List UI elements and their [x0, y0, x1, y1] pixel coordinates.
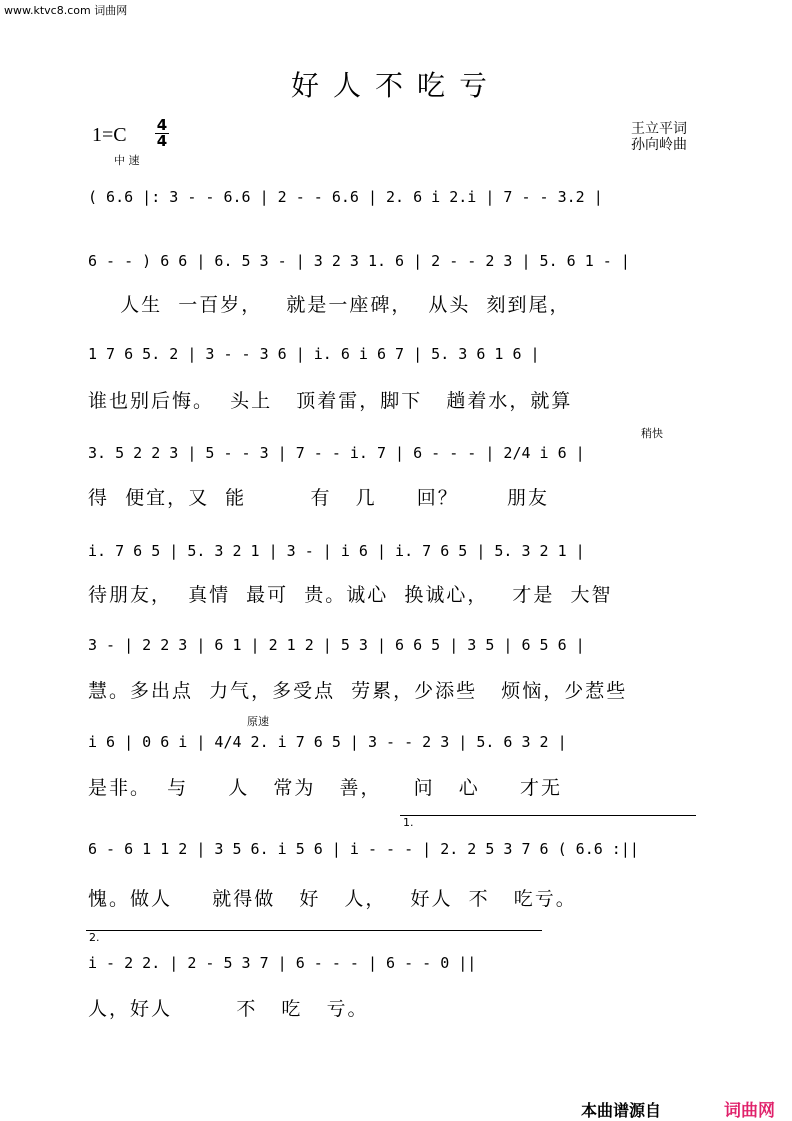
first-ending-bracket — [400, 815, 696, 816]
original-tempo-marking: 原速 — [247, 715, 269, 728]
second-ending-bracket — [86, 930, 542, 931]
time-signature-top: 4 — [156, 116, 168, 134]
notation-line-9: i - 2 2. | 2 - 5 3 7 | 6 - - - | 6 - - 0 || — [88, 954, 477, 972]
notation-line-6: 3 - | 2 2 3 | 6 1 | 2 1 2 | 5 3 | 6 6 5 | 3 5 | 6 5 6 | — [88, 636, 585, 654]
second-ending-label: 2. — [89, 931, 100, 944]
song-title: 好人不吃亏 — [290, 69, 501, 102]
footer-site-link[interactable]: 词曲网 — [724, 1101, 775, 1121]
notation-line-1: ( 6.6 |: 3 - - 6.6 | 2 - - 6.6 | 2. 6 i 2.i | 7 - - 3.2 | — [88, 188, 603, 206]
lyric-line-8: 愧。做人 就得做 好 人， 好人 不 吃亏。 — [88, 888, 577, 910]
lyric-line-2: 人生 一百岁， 就是一座碑， 从头 刻到尾， — [88, 294, 571, 316]
lyric-line-5: 待朋友， 真情 最可 贵。诚心 换诚心， 才是 大智 — [88, 584, 613, 606]
notation-line-7: i 6 | 0 6 i | 4/4 2. i 7 6 5 | 3 - - 2 3 | 5. 6 3 2 | — [88, 733, 567, 751]
faster-marking: 稍快 — [641, 427, 663, 440]
footer-source-label: 本曲谱源自 — [581, 1101, 662, 1120]
first-ending-label: 1. — [403, 816, 414, 829]
tempo-marking: 中 速 — [114, 154, 140, 167]
notation-line-4: 3. 5 2 2 3 | 5 - - 3 | 7 - - i. 7 | 6 - - - | 2/4 i 6 | — [88, 444, 585, 462]
time-signature — [155, 118, 169, 149]
notation-line-8: 6 - 6 1 1 2 | 3 5 6. i 5 6 | i - - - | 2. 2 5 3 7 6 ( 6.6 :|| — [88, 840, 639, 858]
lyric-line-4: 得 便宜，又 能 有 几 回？ 朋友 — [88, 487, 550, 509]
lyric-line-9: 人，好人 不 吃 亏。 — [88, 998, 369, 1020]
composer-credit: 孙向岭曲 — [631, 137, 687, 153]
notation-line-3: 1 7 6 5. 2 | 3 - - 3 6 | i. 6 i 6 7 | 5. 3 6 1 6 | — [88, 345, 540, 363]
notation-line-5: i. 7 6 5 | 5. 3 2 1 | 3 - | i 6 | i. 7 6 5 | 5. 3 2 1 | — [88, 542, 585, 560]
site-header: www.ktvc8.com 词曲网 — [4, 4, 128, 17]
lyric-line-3: 谁也别后悔。 头上 顶着雷，脚下 趟着水，就算 — [88, 390, 573, 412]
lyricist-credit: 王立平词 — [631, 121, 687, 137]
key-signature: 1=C — [92, 124, 127, 146]
lyric-line-6: 慧。多出点 力气，多受点 劳累，少添些 烦恼，少惹些 — [88, 680, 628, 702]
time-signature-bottom: 4 — [156, 132, 168, 150]
notation-line-2: 6 - - ) 6 6 | 6. 5 3 - | 3 2 3 1. 6 | 2 - - 2 3 | 5. 6 1 - | — [88, 252, 630, 270]
lyric-line-7: 是非。 与 人 常为 善， 问 心 才无 — [88, 777, 562, 799]
